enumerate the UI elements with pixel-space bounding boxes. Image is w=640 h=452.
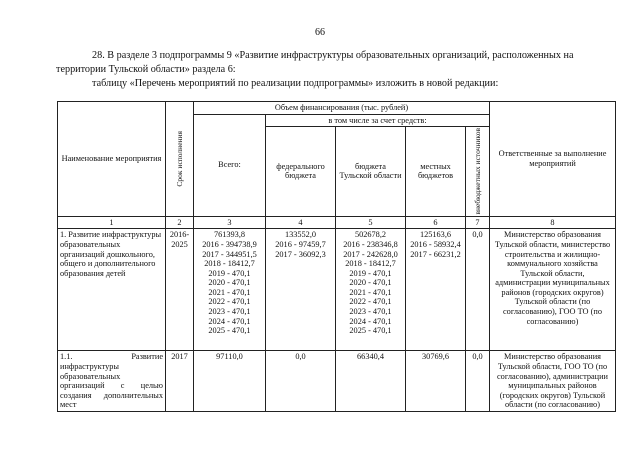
header-including: в том числе за счет средств: [266, 114, 490, 127]
header-total: Всего: [194, 114, 266, 216]
table-row [58, 351, 616, 412]
header-offbudget: внебюджетных источников [466, 127, 490, 217]
column-number: 5 [336, 216, 406, 229]
row-2-offbudget: 0,0 [466, 351, 490, 412]
row-1-responsible: Министерство образования Тульской области, министерство строительства и жилищно-коммунального хозяйства Тульской области, администрации муниципальных районов (городских округов) Тульской области (по согласованию), ГОО ТО (по согласованию) [490, 229, 616, 351]
column-number: 3 [194, 216, 266, 229]
row-2-period: 2017 [166, 351, 194, 412]
header-funding-group: Объем финансирования (тыс. рублей) [194, 102, 490, 115]
row-2-total: 97110,0 [194, 351, 266, 412]
row-2-regional: 66340,4 [336, 351, 406, 412]
page-number: 66 [315, 27, 325, 38]
column-number: 4 [266, 216, 336, 229]
table-row [58, 229, 616, 351]
row-2-federal: 0,0 [266, 351, 336, 412]
row-2-responsible: Министерство образования Тульской области, ГОО ТО (по согласованию), администрации муниципальных районов (городских округов) Тульской области (по согласованию) [490, 351, 616, 412]
row-2-name: 1.1. Развитие инфраструктуры образовательных организаций с целью создания дополнительных мест [58, 351, 166, 412]
row-2-local: 30769,6 [406, 351, 466, 412]
row-1-offbudget: 0,0 [466, 229, 490, 351]
column-number: 2 [166, 216, 194, 229]
column-number: 7 [466, 216, 490, 229]
activities-table [57, 101, 616, 412]
header-federal: федерального бюджета [266, 127, 336, 217]
header-name: Наименование мероприятия [58, 102, 166, 217]
intro-paragraph-2: таблицу «Перечень мероприятий по реализации подпрограммы» изложить в новой редакции: [92, 78, 499, 89]
column-number: 8 [490, 216, 616, 229]
header-period: Срок исполнения [166, 102, 194, 217]
column-number: 6 [406, 216, 466, 229]
row-1-period: 2016-2025 [166, 229, 194, 351]
intro-paragraph-1: 28. В разделе 3 подпрограммы 9 «Развитие инфраструктуры образовательных организаций, расположенных на территории Тульской области» раздела 6: [56, 50, 574, 75]
header-responsible: Ответственные за выполнение мероприятий [490, 102, 616, 217]
row-1-name: 1. Развитие инфраструктуры образовательных организаций дошкольного, общего и дополнительного образования детей [58, 229, 166, 351]
row-1-local: 125163,6 2016 - 58932,4 2017 - 66231,2 [406, 229, 466, 351]
header-regional: бюджета Тульской области [336, 127, 406, 217]
column-number: 1 [58, 216, 166, 229]
row-1-regional: 502678,2 2016 - 238346,8 2017 - 242628,0 2018 - 18412,7 2019 - 470,1 2020 - 470,1 2021 - 470,1 2022 - 470,1 2023 - 470,1 2024 - 470,1 2025 - 470,1 [336, 229, 406, 351]
row-1-federal: 133552,0 2016 - 97459,7 2017 - 36092,3 [266, 229, 336, 351]
header-local: местных бюджетов [406, 127, 466, 217]
row-1-total: 761393,8 2016 - 394738,9 2017 - 344951,5 2018 - 18412,7 2019 - 470,1 2020 - 470,1 2021 - 470,1 2022 - 470,1 2023 - 470,1 2024 - 470,1 2025 - 470,1 [194, 229, 266, 351]
